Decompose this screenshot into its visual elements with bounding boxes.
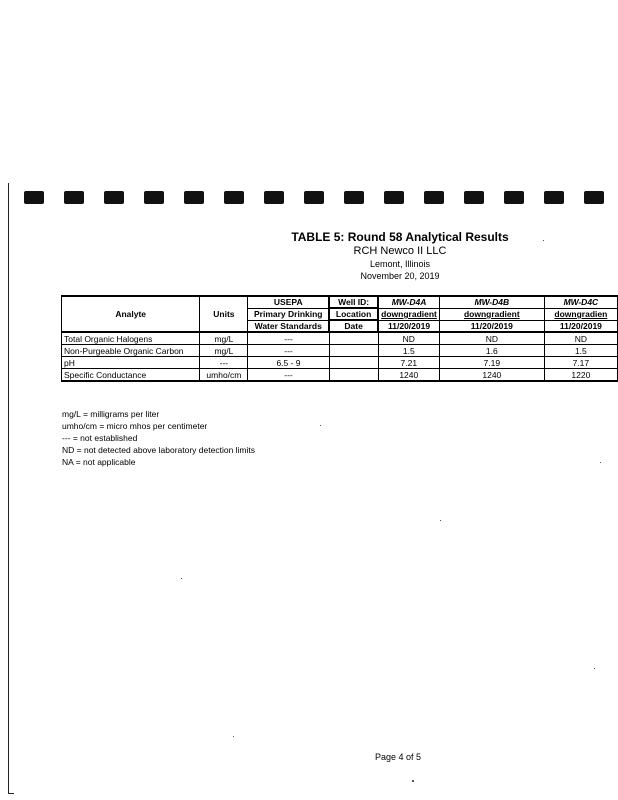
site-location: Lemont, Illinois bbox=[369, 259, 431, 269]
note-line: ND = not detected above laboratory detection limits bbox=[62, 445, 256, 455]
row-standard: --- bbox=[248, 369, 329, 382]
row-analyte: Specific Conductance bbox=[62, 369, 200, 382]
well-date-2: 11/20/2019 bbox=[439, 320, 544, 332]
note-line: umho/cm = micro mhos per centimeter bbox=[62, 421, 208, 431]
well-id-2: MW-D4B bbox=[439, 296, 544, 308]
header-location-label: Location bbox=[329, 308, 378, 320]
row-units: mg/L bbox=[200, 345, 248, 357]
row-value-1: 1240 bbox=[378, 369, 439, 382]
table-row bbox=[62, 332, 618, 345]
company-name: RCH Newco II LLC bbox=[353, 245, 447, 257]
page-number: Page 4 of 5 bbox=[375, 752, 422, 762]
row-standard: 6.5 - 9 bbox=[248, 357, 329, 369]
note-line: mg/L = milligrams per liter bbox=[62, 409, 160, 419]
row-units: umho/cm bbox=[200, 369, 248, 382]
header-units: Units bbox=[200, 296, 248, 332]
row-value-2: ND bbox=[439, 332, 544, 345]
row-standard: --- bbox=[248, 332, 329, 345]
well-date-1: 11/20/2019 bbox=[378, 320, 439, 332]
header-standard-line1: USEPA bbox=[248, 296, 329, 308]
table-row bbox=[62, 357, 618, 369]
table-title: TABLE 5: Round 58 Analytical Results bbox=[291, 230, 509, 244]
title-block bbox=[230, 230, 570, 282]
header-standard-line2: Primary Drinking bbox=[248, 308, 329, 320]
row-value-1: 1.5 bbox=[378, 345, 439, 357]
row-blank bbox=[329, 345, 378, 357]
header-analyte: Analyte bbox=[62, 296, 200, 332]
well-id-1: MW-D4A bbox=[378, 296, 439, 308]
row-units: --- bbox=[200, 357, 248, 369]
table-notes bbox=[62, 408, 255, 468]
header-standard-line3: Water Standards bbox=[248, 320, 329, 332]
row-value-1: ND bbox=[378, 332, 439, 345]
row-analyte: Non-Purgeable Organic Carbon bbox=[62, 345, 200, 357]
note-line: --- = not established bbox=[62, 433, 138, 443]
row-blank bbox=[329, 369, 378, 382]
well-location-2: downgradient bbox=[439, 308, 544, 320]
row-standard: --- bbox=[248, 345, 329, 357]
row-value-1: 7.21 bbox=[378, 357, 439, 369]
row-value-3: 1220 bbox=[544, 369, 617, 382]
report-date: November 20, 2019 bbox=[360, 271, 440, 281]
scan-edge-line bbox=[8, 183, 9, 793]
row-value-2: 7.19 bbox=[439, 357, 544, 369]
binding-dash-band bbox=[20, 191, 610, 205]
row-value-3: ND bbox=[544, 332, 617, 345]
row-blank bbox=[329, 332, 378, 345]
row-analyte: Total Organic Halogens bbox=[62, 332, 200, 345]
row-value-3: 7.17 bbox=[544, 357, 617, 369]
well-date-3: 11/20/2019 bbox=[544, 320, 617, 332]
results-table bbox=[61, 295, 618, 382]
row-units: mg/L bbox=[200, 332, 248, 345]
well-location-1: downgradient bbox=[378, 308, 439, 320]
row-value-2: 1.6 bbox=[439, 345, 544, 357]
row-analyte: pH bbox=[62, 357, 200, 369]
row-value-2: 1240 bbox=[439, 369, 544, 382]
header-date-label: Date bbox=[329, 320, 378, 332]
well-id-3: MW-D4C bbox=[544, 296, 617, 308]
header-well-id-label: Well ID: bbox=[329, 296, 378, 308]
table-row bbox=[62, 369, 618, 382]
table-row bbox=[62, 345, 618, 357]
well-location-3: downgradien bbox=[544, 308, 617, 320]
row-blank bbox=[329, 357, 378, 369]
scan-edge-tick bbox=[8, 793, 14, 794]
row-value-3: 1.5 bbox=[544, 345, 617, 357]
note-line: NA = not applicable bbox=[62, 457, 136, 467]
